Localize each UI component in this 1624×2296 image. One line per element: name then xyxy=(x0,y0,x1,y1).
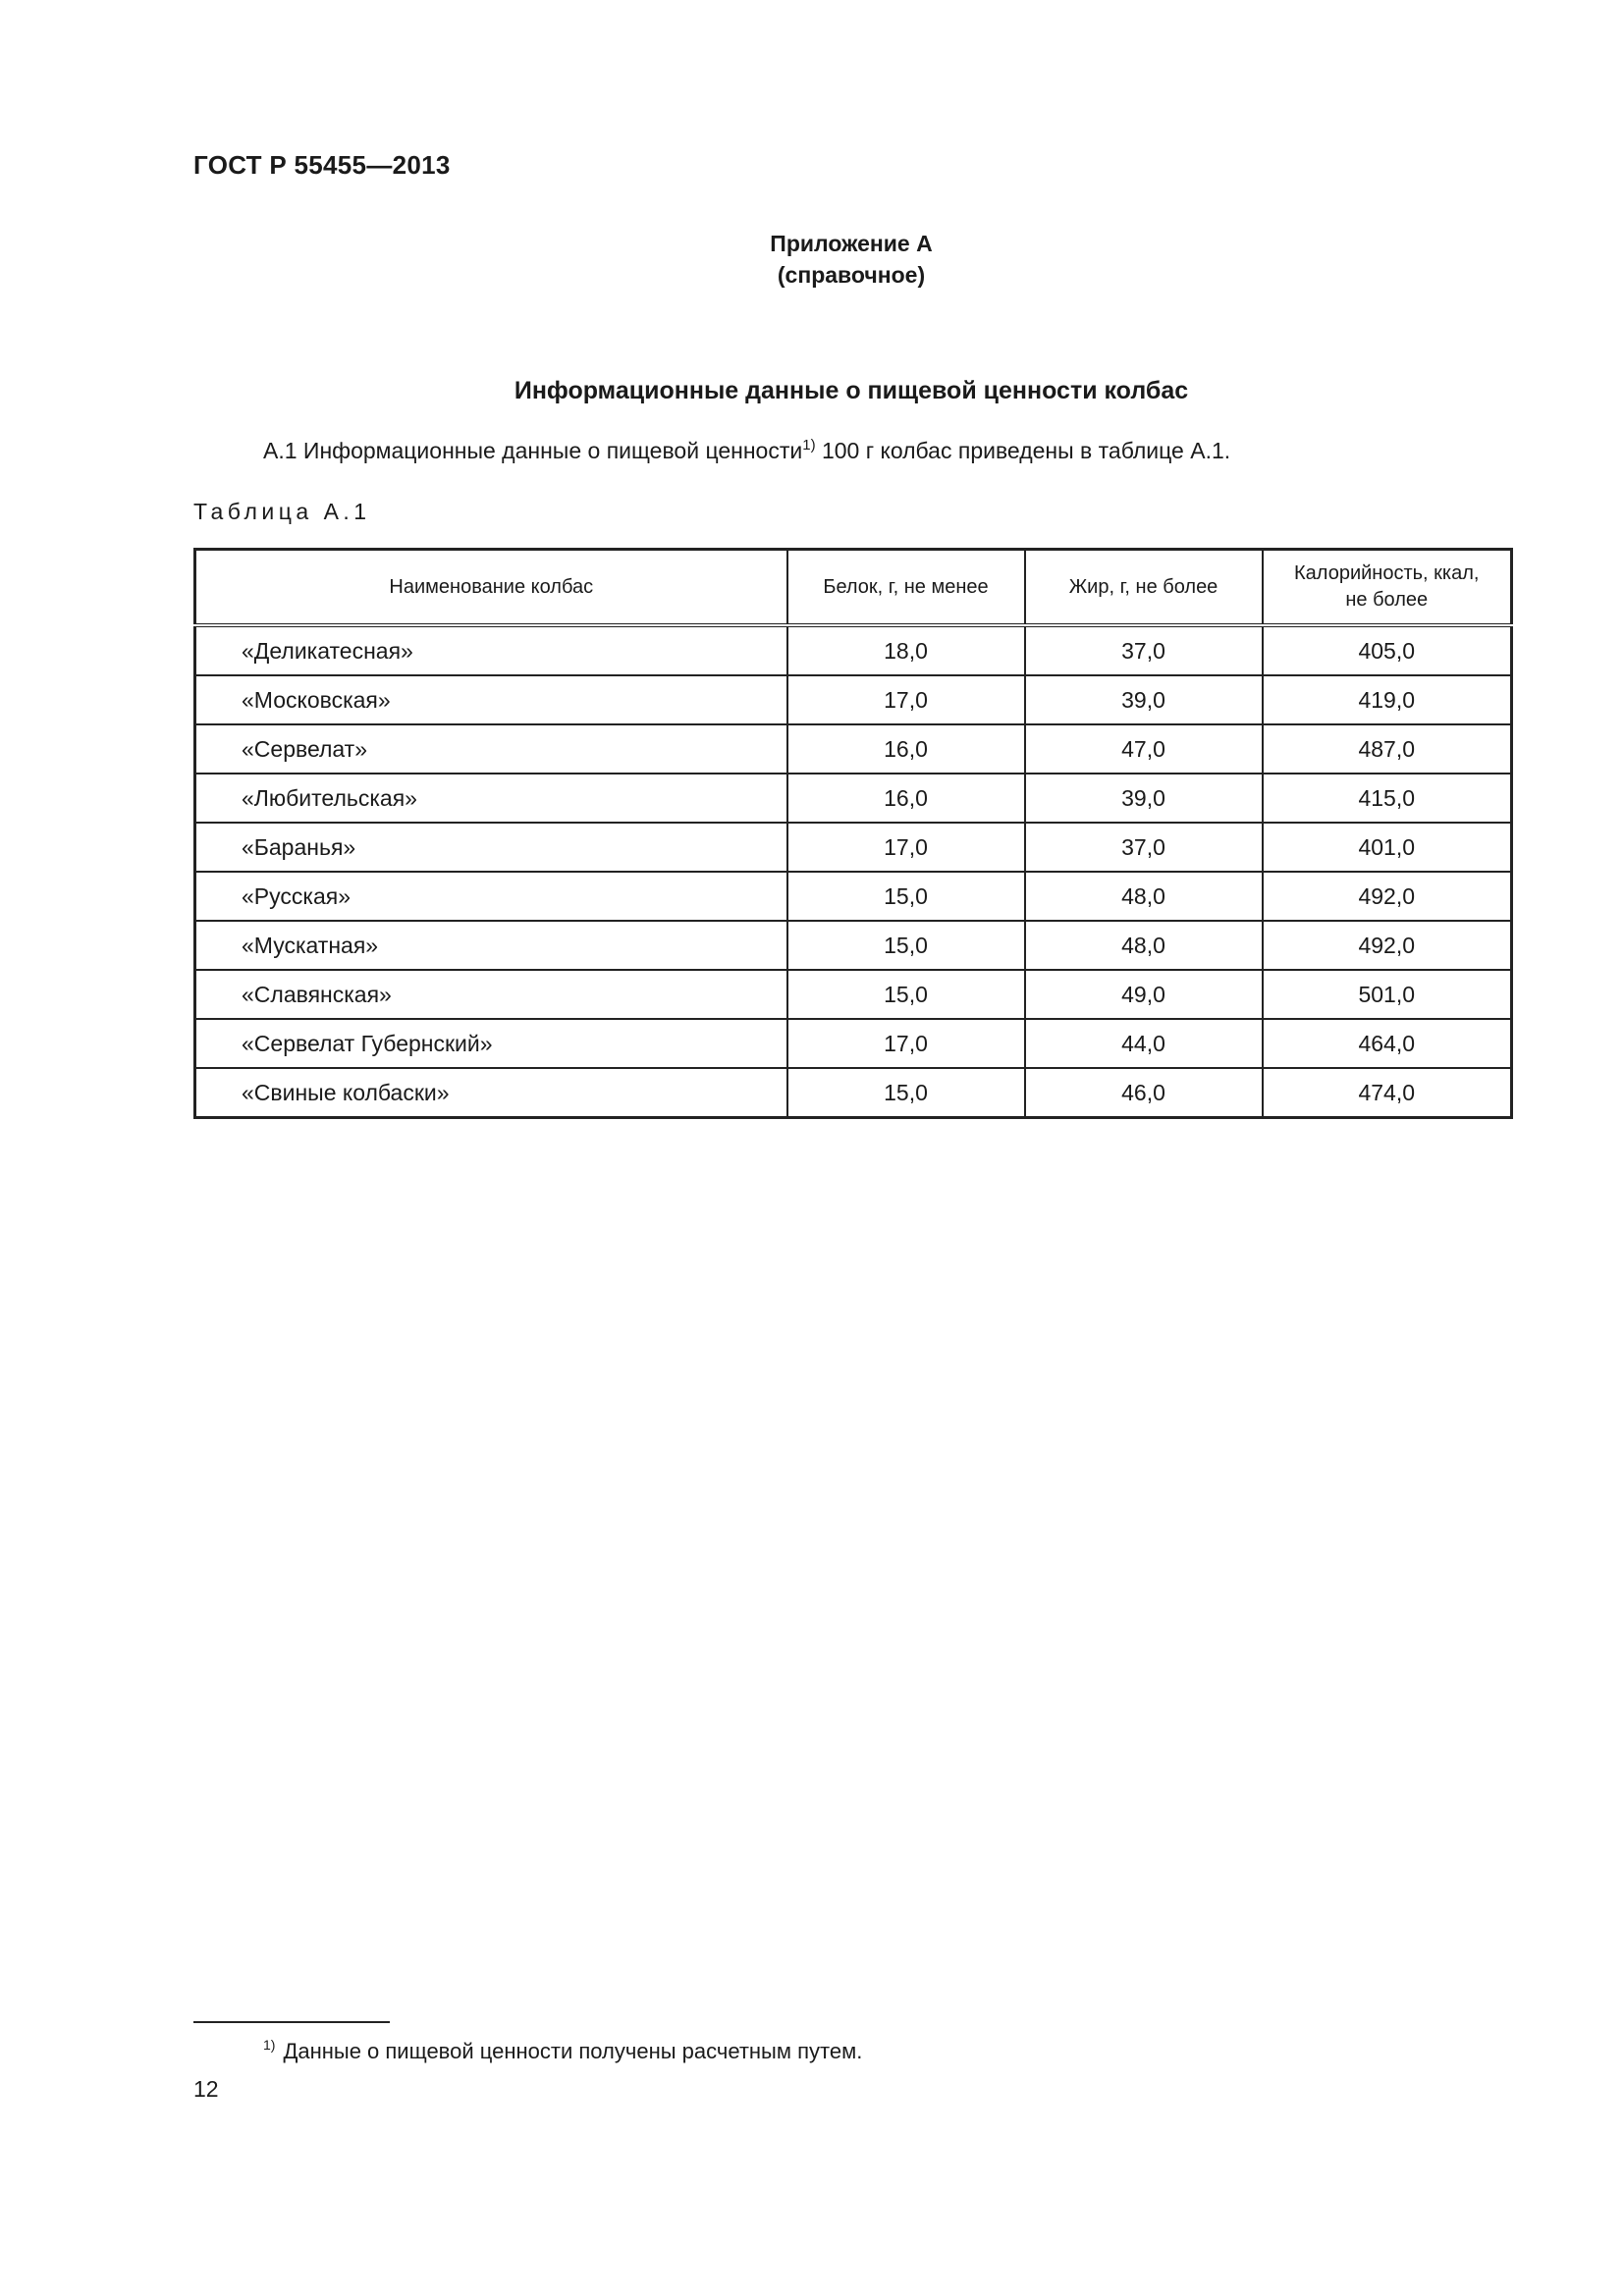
table-header-row xyxy=(195,550,1512,626)
paragraph-text: А.1 Информационные данные о пищевой ценности xyxy=(263,438,803,463)
cell-fat: 39,0 xyxy=(1025,675,1263,724)
paragraph-text-end: 100 г колбас приведены в таблице А.1. xyxy=(815,438,1231,463)
footnote-divider xyxy=(193,2021,390,2023)
table-row xyxy=(195,872,1512,921)
cell-calories: 401,0 xyxy=(1263,823,1512,872)
cell-fat: 37,0 xyxy=(1025,625,1263,675)
table-row xyxy=(195,675,1512,724)
cell-protein: 16,0 xyxy=(787,724,1025,774)
table-label: Таблица А.1 xyxy=(193,499,371,524)
cell-protein: 15,0 xyxy=(787,970,1025,1019)
cell-calories: 464,0 xyxy=(1263,1019,1512,1068)
cell-name: «Любительская» xyxy=(195,774,787,823)
table-row xyxy=(195,724,1512,774)
annex-title: Приложение А xyxy=(770,231,933,256)
header-fat: Жир, г, не более xyxy=(1025,550,1263,626)
cell-calories: 487,0 xyxy=(1263,724,1512,774)
cell-fat: 48,0 xyxy=(1025,872,1263,921)
table-row xyxy=(195,625,1512,675)
cell-calories: 419,0 xyxy=(1263,675,1512,724)
nutrition-table xyxy=(193,548,1513,1119)
table-row xyxy=(195,921,1512,970)
cell-name: «Славянская» xyxy=(195,970,787,1019)
table-row xyxy=(195,1068,1512,1118)
cell-fat: 47,0 xyxy=(1025,724,1263,774)
cell-calories: 405,0 xyxy=(1263,625,1512,675)
cell-protein: 15,0 xyxy=(787,1068,1025,1118)
cell-name: «Московская» xyxy=(195,675,787,724)
cell-protein: 17,0 xyxy=(787,823,1025,872)
table-row xyxy=(195,1019,1512,1068)
cell-protein: 16,0 xyxy=(787,774,1025,823)
table-row xyxy=(195,774,1512,823)
annex-heading xyxy=(0,228,1624,291)
cell-name: «Деликатесная» xyxy=(195,625,787,675)
cell-calories: 415,0 xyxy=(1263,774,1512,823)
section-title: Информационные данные о пищевой ценности колбас xyxy=(514,377,1189,404)
table-row xyxy=(195,970,1512,1019)
header-calories: Калорийность, ккал, не более xyxy=(1263,550,1512,626)
table-row xyxy=(195,823,1512,872)
cell-name: «Сервелат Губернский» xyxy=(195,1019,787,1068)
annex-subtitle: (справочное) xyxy=(777,262,926,288)
cell-protein: 17,0 xyxy=(787,675,1025,724)
cell-protein: 18,0 xyxy=(787,625,1025,675)
cell-name: «Свиные колбаски» xyxy=(195,1068,787,1118)
cell-calories: 474,0 xyxy=(1263,1068,1512,1118)
cell-name: «Мускатная» xyxy=(195,921,787,970)
cell-fat: 46,0 xyxy=(1025,1068,1263,1118)
cell-protein: 17,0 xyxy=(787,1019,1025,1068)
cell-fat: 44,0 xyxy=(1025,1019,1263,1068)
cell-protein: 15,0 xyxy=(787,872,1025,921)
paragraph-a1 xyxy=(263,438,1230,464)
cell-name: «Баранья» xyxy=(195,823,787,872)
page-number: 12 xyxy=(193,2076,219,2102)
cell-calories: 492,0 xyxy=(1263,921,1512,970)
document-code: ГОСТ Р 55455—2013 xyxy=(193,150,451,180)
header-name: Наименование колбас xyxy=(195,550,787,626)
cell-calories: 492,0 xyxy=(1263,872,1512,921)
cell-fat: 39,0 xyxy=(1025,774,1263,823)
cell-fat: 37,0 xyxy=(1025,823,1263,872)
cell-name: «Русская» xyxy=(195,872,787,921)
footnote-reference: 1) xyxy=(802,437,816,454)
footnote xyxy=(263,2039,862,2064)
cell-name: «Сервелат» xyxy=(195,724,787,774)
cell-protein: 15,0 xyxy=(787,921,1025,970)
cell-calories: 501,0 xyxy=(1263,970,1512,1019)
header-protein: Белок, г, не менее xyxy=(787,550,1025,626)
footnote-text: Данные о пищевой ценности получены расчетным путем. xyxy=(283,2039,863,2063)
cell-fat: 49,0 xyxy=(1025,970,1263,1019)
cell-fat: 48,0 xyxy=(1025,921,1263,970)
footnote-mark: 1) xyxy=(263,2037,276,2053)
